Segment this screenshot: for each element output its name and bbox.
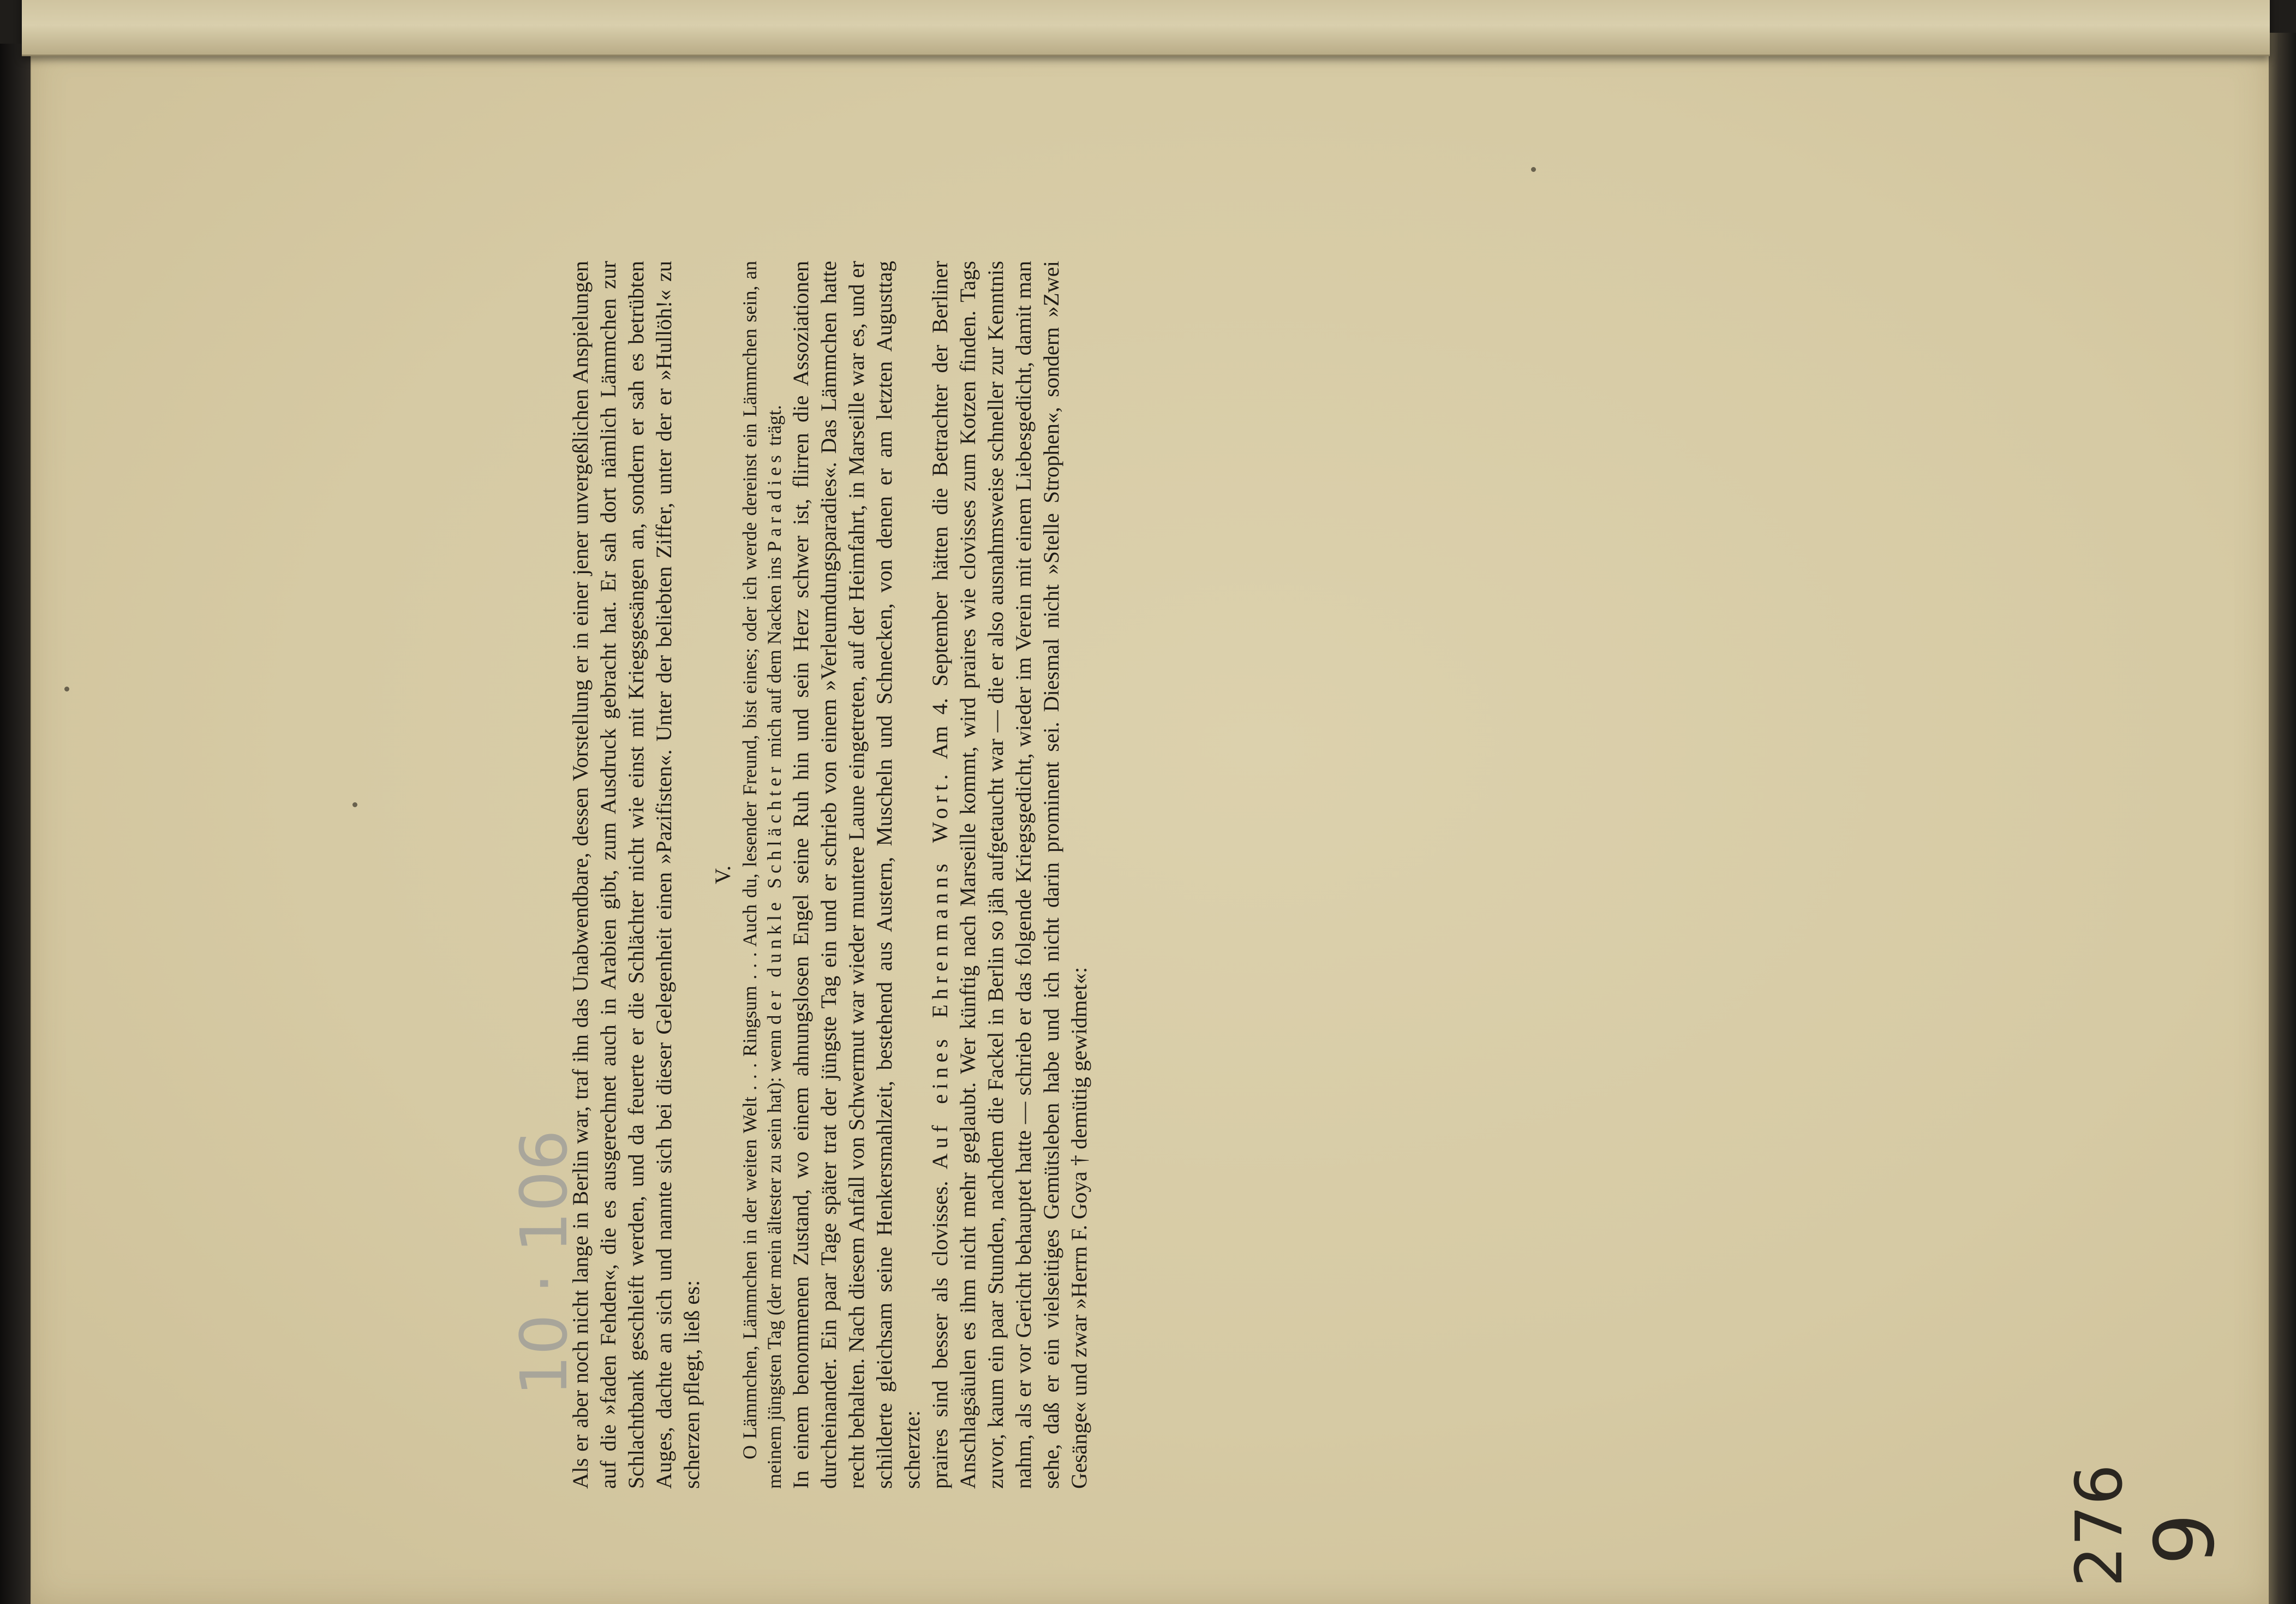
book-page: [31, 43, 2269, 1604]
paragraph: Als er aber noch nicht lange in Berlin war, traf ihn das Unabwendbare, dessen Vorstellung er in einer jener unvergeßlichen Anspielungen auf die »faden Fehden«, die es ausgerechnet auch in Arabien gibt, zum Ausdruck gebracht hat. Er sah dort nämlich Lämmchen zur Schlachtbank geschleift werden, und da feuerte er die Schlächter nicht wie einst mit Kriegsgesängen an, sondern er sah es betrübten Auges, dachte an sich und nannte sich bei dieser Gelegenheit einen »Pazifisten«. Unter der beliebten Ziffer, unter der er »Hullöh!« zu scherzen pflegt, ließ es:: [568, 261, 704, 1489]
paragraph-emphasis: Auf eines Ehrenmanns Wort.: [928, 769, 952, 1170]
quote-text: O Lämmchen, Lämmchen in der weiten Welt . . . Ringsum . . . Auch du, lesender Freund, bist eines; oder ich werde dereinst ein Lämmchen sein, an meinem jüngsten Tag (der mein ältester zu sein hat): wenn: [739, 261, 785, 1489]
section-heading: V.: [710, 865, 735, 885]
quoted-passage: [738, 261, 787, 1489]
page-text-block: [566, 261, 1093, 1489]
paper-speck: [64, 687, 69, 691]
paragraph: In einem benommenen Zustand, wo einem ahnungslosen Engel seine Ruh hin und sein Herz schwer ist, flirren die Assoziationen durcheinander. Ein paar Tage später trat der jüngste Tag ein und er schrieb von einem »Verleumdungsparadies«. Das Lämmchen hatte recht behalten. Nach diesem Anfall von Schwermut war wieder muntere Laune eingetreten, auf der Heimfahrt, in Marseille war es, und er schilderte gleichsam seine Henkersmahlzeit, bestehend aus Austern, Muscheln und Schnecken, von denen er am letzten Augusttag scherzte:: [788, 261, 924, 1489]
pencil-annotation: 10 · 106: [506, 1130, 582, 1396]
paragraph: [926, 261, 1093, 1489]
quote-emphasis: Paradies: [763, 451, 785, 552]
paragraph-text: Am 4. September hätten die Betrachter der Berliner Anschlagsäulen es ihm nicht mehr geglaubt. Wer künftig nach Marseille kommt, wird praires wie clovisses zum Kotzen finden. Tags zuvor, kaum ein paar Stunden, nachdem die Fackel in Berlin so jäh aufgetaucht war — die er also ausnahmsweise schneller zur Kenntnis nahm, als er vor Gericht behauptet hatte — schrieb er das folgende Kriegsgedicht, wieder im Verein mit einem Liebesgedicht, damit man sehe, daß er ein vielseitiges Gemütsleben habe und ich nicht darin prominent sei. Diesmal nicht »Stelle Strophen«, sondern »Zwei Gesänge« und zwar »Herrn F. Goya † demütig gewidmet«:: [928, 261, 1091, 1489]
archive-page-number: 276: [2061, 1464, 2137, 1587]
quote-text: trägt.: [763, 405, 785, 451]
paper-speck: [1531, 167, 1536, 172]
quote-text: mich auf dem Nacken ins: [763, 552, 785, 763]
quote-emphasis: der dunkle Schlächter: [763, 762, 785, 1025]
paragraph-text: praires sind besser als clovisses.: [928, 1169, 952, 1489]
facing-page-edge: [22, 0, 2270, 56]
folio-number: 9: [2138, 1513, 2233, 1565]
page-edge-shadow: [2264, 33, 2296, 1604]
paper-speck: [352, 802, 357, 807]
